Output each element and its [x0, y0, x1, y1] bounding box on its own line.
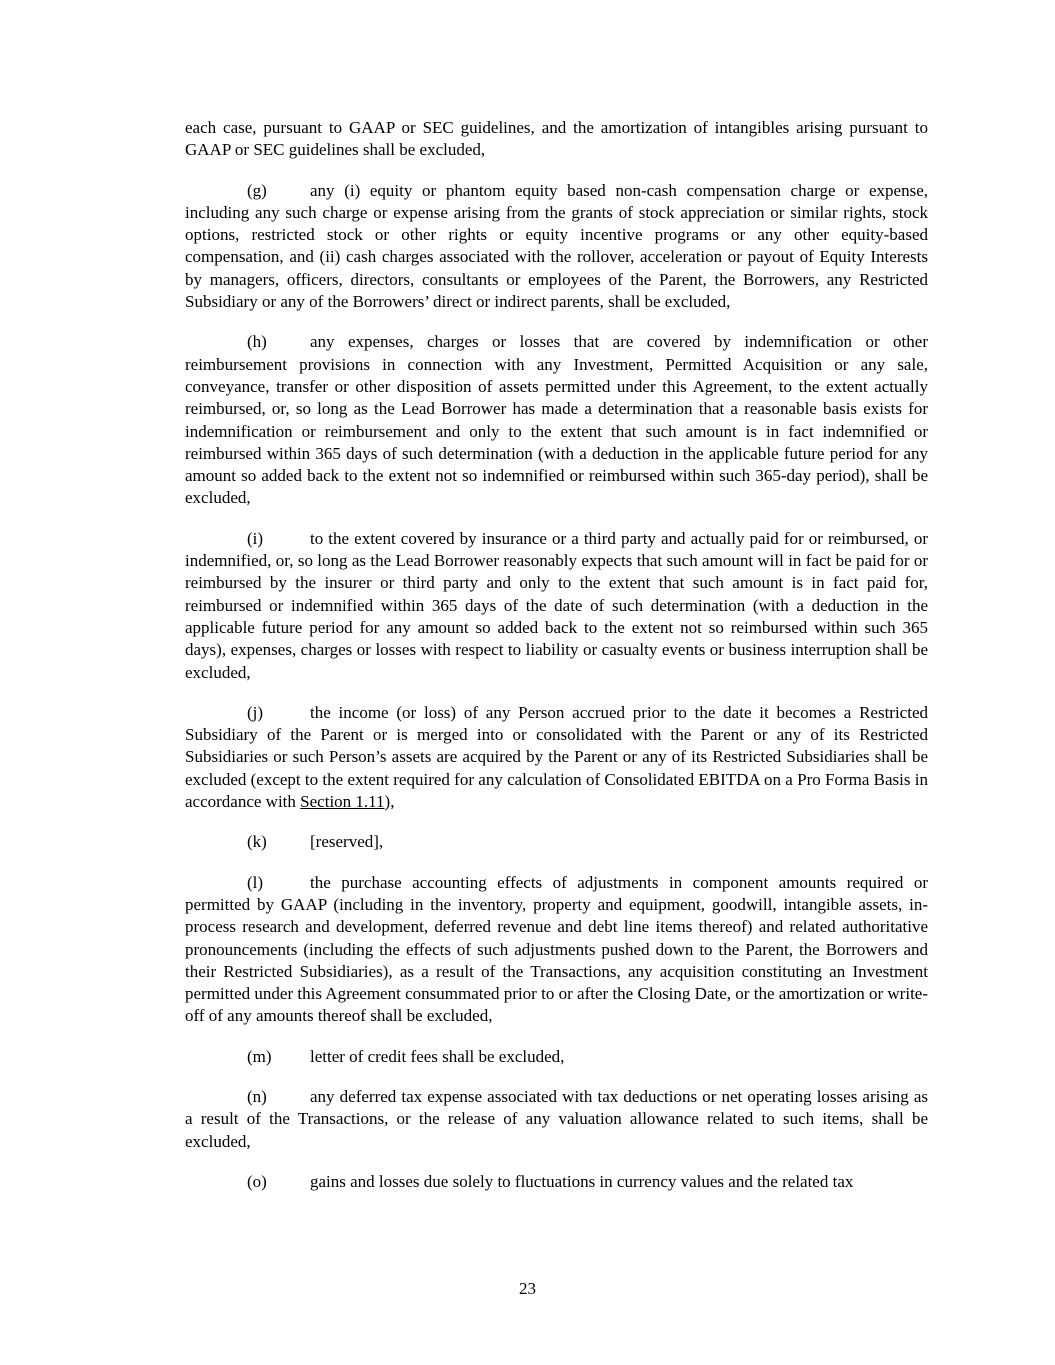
- clause-h-text: any expenses, charges or losses that are covered by indemnification or other reimbursement provisions in connection with any Investment, Permitted Acquisition or any sale, conveyance, transfer or other disposition of assets permitted under this Agreement, to the extent actually reimbursed, or, so long as the Lead Borrower has made a determination that a reasonable basis exists for indemnification or reimbursement and only to the extent that such amount is in fact indemnified or reimbursed within 365 days of such determination (with a deduction in the applicable future period for any amount so added back to the extent not so indemnified or reimbursed within such 365-day period), shall be excluded,: [185, 332, 928, 508]
- clause-g-text: any (i) equity or phantom equity based non-cash compensation charge or expense, including any such charge or expense arising from the grants of stock appreciation or similar rights, stock options, restricted stock or other rights or equity incentive programs or any other equity-based compensation, and (ii) cash charges associated with the rollover, acceleration or payout of Equity Interests by managers, officers, directors, consultants or employees of the Parent, the Borrowers, any Restricted Subsidiary or any of the Borrowers’ direct or indirect parents, shall be excluded,: [185, 180, 928, 312]
- clause-m: [185, 1046, 928, 1068]
- page-number: 23: [519, 1279, 536, 1298]
- clause-m-letter: (m): [247, 1046, 272, 1066]
- clause-j-text-after: ),: [384, 792, 395, 812]
- clause-n-text: any deferred tax expense associated with tax deductions or net operating losses arising as a result of the Transactions, or the release of any valuation allowance related to such items, shall be excluded,: [185, 1086, 928, 1151]
- clause-h: [185, 331, 928, 509]
- clause-k-text: [reserved],: [310, 832, 384, 852]
- section-1-11-reference-link[interactable]: Section 1.11: [300, 792, 385, 812]
- paragraph-continuation: each case, pursuant to GAAP or SEC guidelines, and the amortization of intangibles arising pursuant to GAAP or SEC guidelines shall be excluded,: [185, 118, 928, 160]
- clause-j-letter: (j): [247, 702, 264, 722]
- clause-k-letter: (k): [247, 832, 267, 852]
- clause-i-text: to the extent covered by insurance or a third party and actually paid for or reimbursed, or indemnified, or, so long as the Lead Borrower reasonably expects that such amount will in fact be paid for or reimbursed by the insurer or third party and only to the extent that such amount is in fact paid for, reimbursed or indemnified within 365 days of the date of such determination (with a deduction in the applicable future period for any amount so added back to the extent not so reimbursed within such 365 days), expenses, charges or losses with respect to liability or casualty events or business interruption shall be excluded,: [185, 528, 928, 682]
- clause-l: [185, 872, 928, 1028]
- clause-g: [185, 180, 928, 314]
- clause-o-text: gains and losses due solely to fluctuations in currency values and the related tax: [310, 1171, 854, 1191]
- clause-j-text-before: the income (or loss) of any Person accrued prior to the date it becomes a Restricted Subsidiary of the Parent or is merged into or consolidated with the Parent or any of its Restricted Subsidiaries or such Person’s assets are acquired by the Parent or any of its Restricted Subsidiaries shall be excluded (except to the extent required for any calculation of Consolidated EBITDA on a Pro Forma Basis in accordance with: [185, 702, 928, 812]
- clause-g-letter: (g): [247, 180, 267, 200]
- clause-n: [185, 1086, 928, 1153]
- clause-o: [185, 1171, 928, 1193]
- clause-n-letter: (n): [247, 1086, 267, 1106]
- clause-i-letter: (i): [247, 528, 264, 548]
- clause-h-letter: (h): [247, 332, 267, 352]
- clause-j: [185, 702, 928, 813]
- clause-i: [185, 528, 928, 684]
- clause-l-text: the purchase accounting effects of adjustments in component amounts required or permitted by GAAP (including in the inventory, property and equipment, goodwill, intangible assets, in-process research and development, deferred revenue and debt line items thereof) and related authoritative pronouncements (including the effects of such adjustments pushed down to the Parent, the Borrowers and their Restricted Subsidiaries), as a result of the Transactions, any acquisition constituting an Investment permitted under this Agreement consummated prior to or after the Closing Date, or the amortization or write-off of any amounts thereof shall be excluded,: [185, 872, 928, 1026]
- document-body: [185, 117, 928, 1211]
- clause-l-letter: (l): [247, 872, 264, 892]
- clause-o-letter: (o): [247, 1171, 267, 1191]
- clause-k: [185, 831, 928, 853]
- clause-m-text: letter of credit fees shall be excluded,: [310, 1046, 565, 1066]
